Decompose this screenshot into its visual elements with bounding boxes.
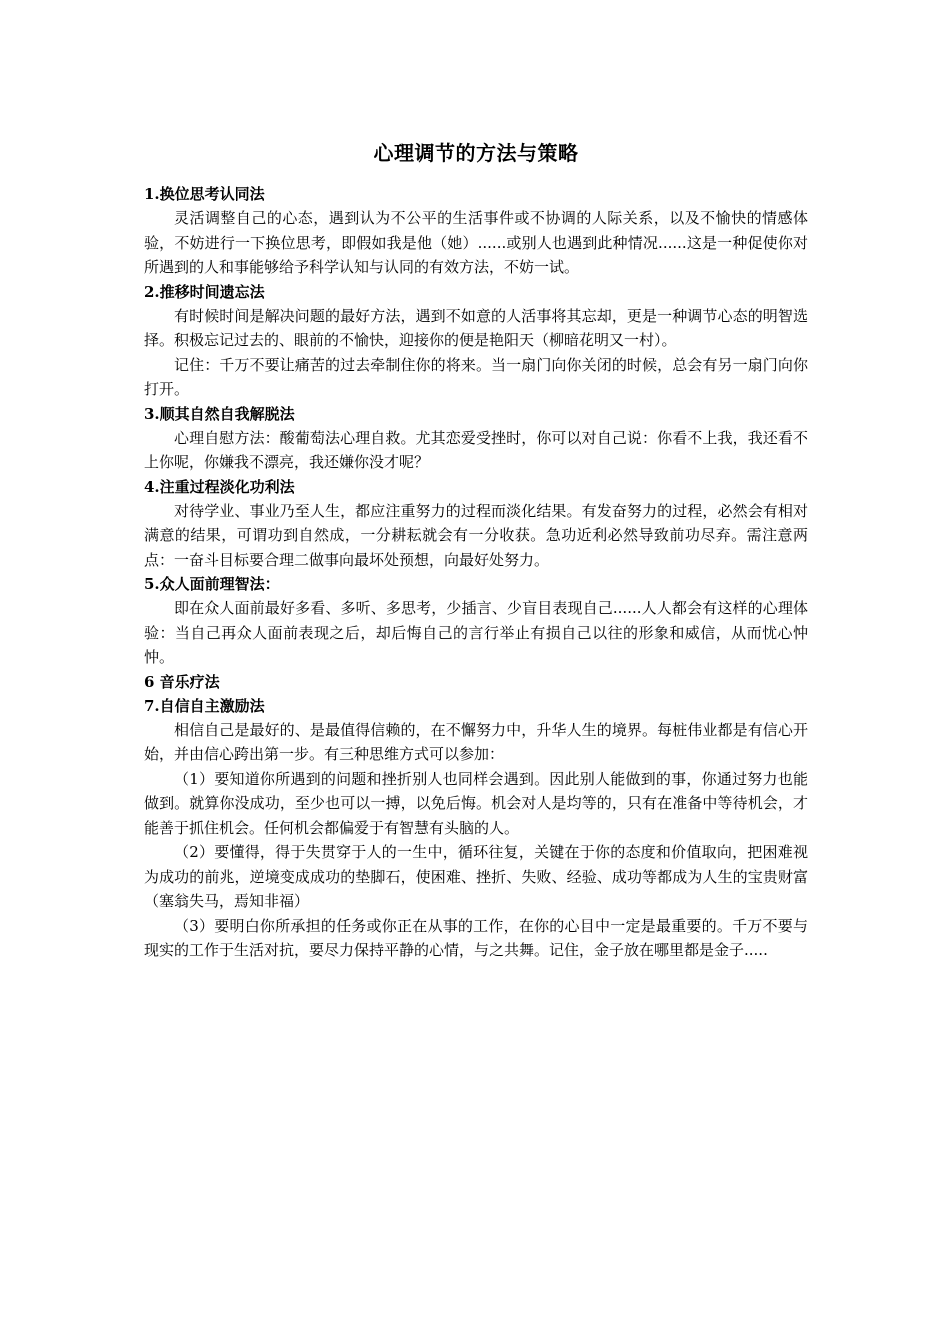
section-paragraph: 有时候时间是解决问题的最好方法，遇到不如意的人活事将其忘却，更是一种调节心态的明智选择。积极忘记过去的、眼前的不愉快，迎接你的便是艳阳天（柳暗花明又一村）。 (144, 306, 808, 349)
section-time-forgetting (144, 280, 808, 402)
section-paragraph: 灵活调整自己的心态，遇到认为不公平的生活事件或不协调的人际关系，以及不愉快的情感体验，不妨进行一下换位思考，即假如我是他（她）......或别人也遇到此种情况......这是一种促使你对所遇到的人和事能够给予科学认知与认同的有效方法，不妨一试。 (144, 209, 808, 276)
section-paragraph: （1）要知道你所遇到的问题和挫折别人也同样会遇到。因此别人能做到的事，你通过努力也能做到。就算你没成功，至少也可以一搏，以免后悔。机会对人是均等的，只有在准备中等待机会，才能善于抓住机会。任何机会都偏爱于有智慧有头脑的人。 (144, 769, 808, 837)
section-paragraph: 记住：千万不要让痛苦的过去牵制住你的将来。当一扇门向你关闭的时候，总会有另一扇门向你打开。 (144, 355, 808, 398)
section-heading: 1.换位思考认同法 (144, 185, 265, 203)
section-heading: 5.众人面前理智法： (144, 575, 280, 593)
section-public-rationality (144, 572, 808, 670)
section-natural-release (144, 402, 808, 475)
section-paragraph: 相信自己是最好的、是最值得信赖的，在不懈努力中，升华人生的境界。每桩伟业都是有信心开始，并由信心跨出第一步。有三种思维方式可以参加： (144, 720, 808, 763)
section-paragraph: 心理自慰方法：酸葡萄法心理自救。尤其恋爱受挫时，你可以对自己说：你看不上我，我还看不上你呢，你嫌我不漂亮，我还嫌你没才呢？ (144, 428, 808, 471)
section-music-therapy (144, 670, 808, 694)
section-heading: 6 音乐疗法 (144, 672, 220, 691)
section-heading: 7.自信自主激励法 (144, 696, 265, 715)
section-process-focus (144, 475, 808, 573)
section-paragraph: （2）要懂得，得于失贯穿于人的一生中，循环往复，关键在于你的态度和价值取向，把困难视为成功的前兆，逆境变成成功的垫脚石，使困难、挫折、失败、经验、成功等都成为人生的宝贵财富（塞翁失马，焉知非福） (144, 843, 808, 910)
section-paragraph: （3）要明白你所承担的任务或你正在从事的工作，在你的心目中一定是最重要的。千万不要与现实的工作于生活对抗，要尽力保持平静的心情，与之共舞。记住，金子放在哪里都是金子..... (144, 916, 808, 959)
document-body (144, 138, 808, 963)
section-heading: 4.注重过程淡化功利法 (144, 477, 295, 496)
section-paragraph: 对待学业、事业乃至人生，都应注重努力的过程而淡化结果。有发奋努力的过程，必然会有相对满意的结果，可谓功到自然成，一分耕耘就会有一分收获。急功近利必然导致前功尽弃。需注意两点：一奋斗目标要合理二做事向最坏处预想，向最好处努力。 (144, 501, 808, 569)
section-perspective-taking (144, 182, 808, 280)
section-self-confidence (144, 694, 808, 963)
document-title: 心理调节的方法与策略 (373, 141, 579, 165)
section-heading: 2.推移时间遗忘法 (144, 282, 265, 301)
section-heading: 3.顺其自然自我解脱法 (144, 404, 295, 423)
section-paragraph: 即在众人面前最好多看、多听、多思考，少插言、少盲目表现自己......人人都会有这样的心理体验：当自己再众人面前表现之后，却后悔自己的言行举止有损自己以往的形象和威信，从而忧心忡忡。 (144, 599, 808, 666)
